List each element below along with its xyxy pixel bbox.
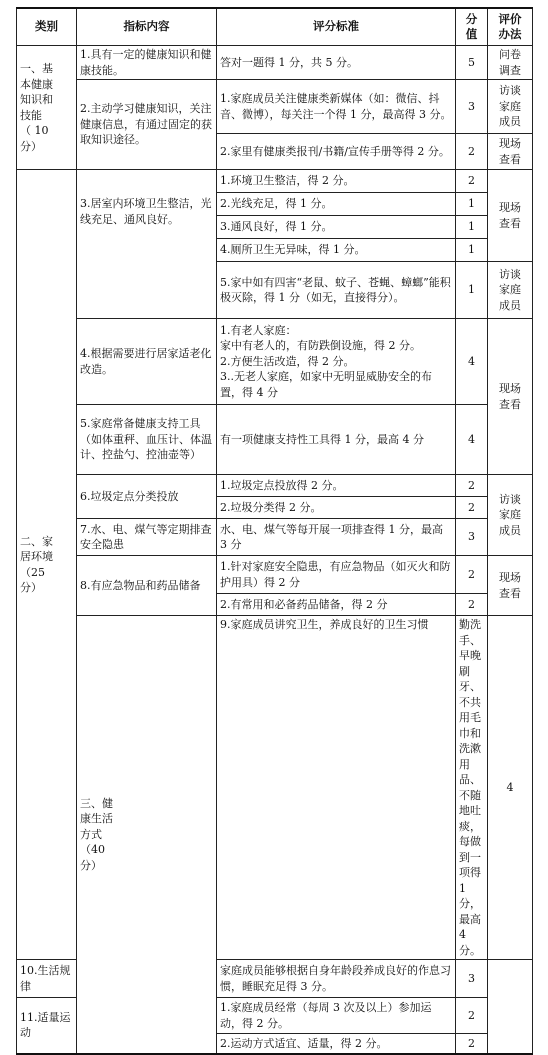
header-row xyxy=(17,8,533,46)
table-row xyxy=(17,319,533,405)
score-cell: 3 xyxy=(456,519,488,556)
standard-cell: 1.家庭成员经常（每周 3 次及以上）参加运动，得 2 分。 xyxy=(217,998,456,1034)
indicator-cell: 6.垃圾定点分类投放 xyxy=(77,475,217,519)
indicator-cell: 11.适量运动 xyxy=(17,998,77,1054)
score-cell: 4 xyxy=(488,616,533,960)
standard-cell: 2.光线充足，得 1 分。 xyxy=(217,193,456,216)
score-cell: 2 xyxy=(456,497,488,519)
standard-cell: 水、电、煤气等每开展一项排查得 1 分，最高 3 分 xyxy=(217,519,456,556)
score-cell: 1 xyxy=(456,262,488,319)
standard-cell: 3.通风良好，得 1 分。 xyxy=(217,216,456,239)
score-cell: 2 xyxy=(456,170,488,193)
score-cell: 2 xyxy=(456,556,488,594)
standard-cell: 2.运动方式适宜、适量，得 2 分。 xyxy=(217,1034,456,1054)
standard-cell: 答对一题得 1 分，共 5 分。 xyxy=(217,46,456,80)
table-row xyxy=(17,519,533,556)
category-cell: 三、健 康生活 方式 （40 分） xyxy=(77,616,217,1054)
table-row xyxy=(17,616,533,960)
standard-cell: 1.针对家庭安全隐患，有应急物品（如灭火和防护用具）得 2 分 xyxy=(217,556,456,594)
method-cell: 问卷 调查 xyxy=(488,46,533,80)
indicator-cell: 8.有应急物品和药品储备 xyxy=(77,556,217,616)
score-cell: 2 xyxy=(456,1034,488,1054)
table-row xyxy=(17,405,533,475)
table-row xyxy=(17,556,533,594)
method-cell: 访谈 家庭 成员 xyxy=(488,80,533,134)
method-cell: 现场 查看 xyxy=(488,319,533,475)
score-cell: 3 xyxy=(456,960,488,998)
table-row xyxy=(17,170,533,193)
method-cell: 现场 查看 xyxy=(488,556,533,616)
standard-cell: 家庭成员能够根据自身年龄段养成良好的作息习惯，睡眠充足得 3 分。 xyxy=(217,960,456,998)
standard-cell: 1.垃圾定点投放得 2 分。 xyxy=(217,475,456,497)
standard-cell: 5.家中如有四害“老鼠、蚊子、苍蝇、蟑螂”能积极灭除，得 1 分（如无，直接得分）。 xyxy=(217,262,456,319)
header-method: 评价 办法 xyxy=(488,8,533,46)
indicator-cell: 9.家庭成员讲究卫生，养成良好的卫生习惯 xyxy=(217,616,456,960)
score-cell: 1 xyxy=(456,239,488,262)
method-cell: 访谈 家庭 成员 xyxy=(488,262,533,319)
method-cell: 访谈 家庭 成员 xyxy=(488,475,533,556)
category-cell: 一、基 本健康 知识和 技能 （ 10 分） xyxy=(17,46,77,170)
standard-cell: 勤洗手、早晚刷牙、不共用毛巾和洗漱用品、不随地吐痰，每做到一项得 1 分，最高 4 分。 xyxy=(456,616,488,960)
table-row xyxy=(17,46,533,80)
header-standard: 评分标准 xyxy=(217,8,456,46)
score-cell: 2 xyxy=(456,594,488,616)
method-cell: 现场 查看 xyxy=(488,134,533,170)
indicator-cell: 1.具有一定的健康知识和健康技能。 xyxy=(77,46,217,80)
score-cell: 1 xyxy=(456,193,488,216)
score-cell: 3 xyxy=(456,80,488,134)
scoring-table xyxy=(16,7,533,1055)
score-cell: 4 xyxy=(456,319,488,405)
method-cell: 现场 查看 xyxy=(488,170,533,262)
header-category: 类别 xyxy=(17,8,77,46)
standard-cell: 1.家庭成员关注健康类新媒体（如：微信、抖音、微博），每关注一个得 1 分，最高得 3 分。 xyxy=(217,80,456,134)
indicator-cell: 7.水、电、煤气等定期排查安全隐患 xyxy=(77,519,217,556)
score-cell: 4 xyxy=(456,405,488,475)
standard-cell: 1.环境卫生整洁，得 2 分。 xyxy=(217,170,456,193)
table-row xyxy=(17,80,533,134)
score-cell: 5 xyxy=(456,46,488,80)
score-cell: 2 xyxy=(456,134,488,170)
category-cell: 二、家 居环境 （25 分） xyxy=(17,170,77,960)
standard-cell: 2.垃圾分类得 2 分。 xyxy=(217,497,456,519)
table-row xyxy=(17,475,533,497)
header-indicator: 指标内容 xyxy=(77,8,217,46)
standard-cell: 1.有老人家庭： 家中有老人的，有防跌倒设施，得 2 分。 2.方便生活改造，得 2 分。 3..无老人家庭，如家中无明显威胁安全的布置，得 4 分 xyxy=(217,319,456,405)
indicator-cell: 4.根据需要进行居家适老化改造。 xyxy=(77,319,217,405)
standard-cell: 2.家里有健康类报刊/书籍/宣传手册等得 2 分。 xyxy=(217,134,456,170)
standard-cell: 有一项健康支持性工具得 1 分，最高 4 分 xyxy=(217,405,456,475)
indicator-cell: 3.居室内环境卫生整洁，光线充足、通风良好。 xyxy=(77,170,217,319)
header-score: 分 值 xyxy=(456,8,488,46)
indicator-cell: 2.主动学习健康知识，关注健康信息，有通过固定的获取知识途径。 xyxy=(77,80,217,170)
score-cell: 2 xyxy=(456,475,488,497)
score-cell: 1 xyxy=(456,216,488,239)
standard-cell: 2.有常用和必备药品储备，得 2 分 xyxy=(217,594,456,616)
indicator-cell: 5.家庭常备健康支持工具（如体重秤、血压计、体温计、控盐勺、控油壶等） xyxy=(77,405,217,475)
indicator-cell: 10.生活规律 xyxy=(17,960,77,998)
standard-cell: 4.厕所卫生无异味，得 1 分。 xyxy=(217,239,456,262)
score-cell: 2 xyxy=(456,998,488,1034)
